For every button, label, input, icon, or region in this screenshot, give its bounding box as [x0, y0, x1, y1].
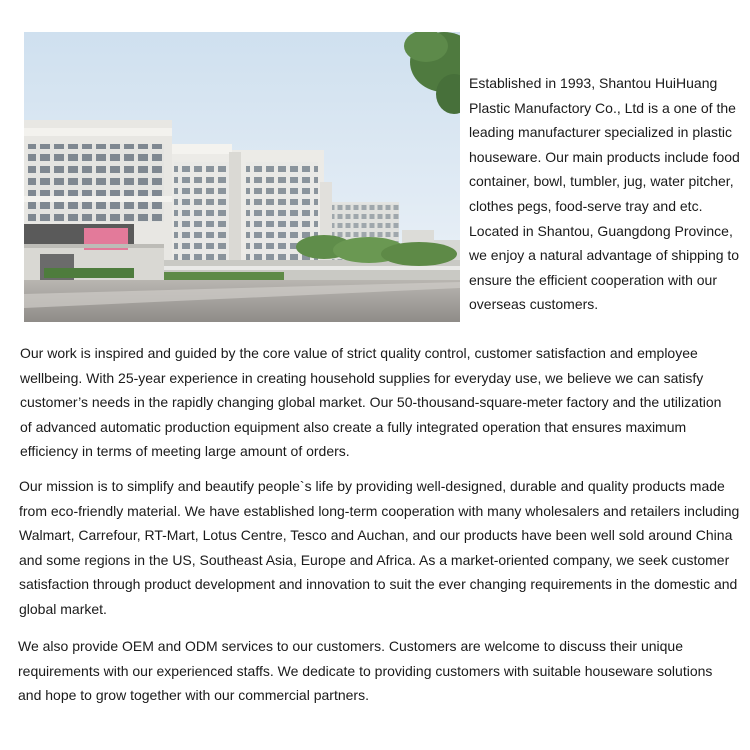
factory-photo [24, 32, 460, 322]
paragraph-oem-odm: We also provide OEM and ODM services to our customers. Customers are welcome to discuss their unique requirements with our experienced staffs. We dedicate to providing customers with suitable houseware solutions and hope to grow together with our commercial partners. [18, 638, 713, 703]
paragraph-core-values: Our work is inspired and guided by the core value of strict quality control, customer satisfaction and employee wellbeing. With 25-year experience in creating household supplies for everyday use, we believe we can satisfy customer’s needs in the rapidly changing global market. Our 50-thousand-square-meter factory and the utilization of advanced automatic production equipment also create a fully integrated operation that ensures maximum efficiency in terms of meeting large amount of orders. [20, 345, 722, 459]
paragraph-mission: Our mission is to simplify and beautify people`s life by providing well-designed, durable and quality products made from eco-friendly material. We have established long-term cooperation with many wholesalers and retailers including Walmart, Carrefour, RT-Mart, Lotus Centre, Tesco and Auchan, and our products have been well sold around China and some regions in the US, Southeast Asia, Europe and Africa. As a market-oriented company, we seek customer satisfaction through product development and innovation to suit the ever changing requirements in the domestic and global market. [19, 478, 740, 617]
intro-text: Established in 1993, Shantou HuiHuang Plastic Manufactory Co., Ltd is a one of the leading manufacturer specialized in plastic houseware. Our main products include food container, bowl, tumbler, jug, water pitcher, clothes pegs, food-serve tray and etc. Located in Shantou, Guangdong Province, we enjoy a natural advantage of shipping to ensure the efficient cooperation with our overseas customers. [469, 75, 740, 313]
